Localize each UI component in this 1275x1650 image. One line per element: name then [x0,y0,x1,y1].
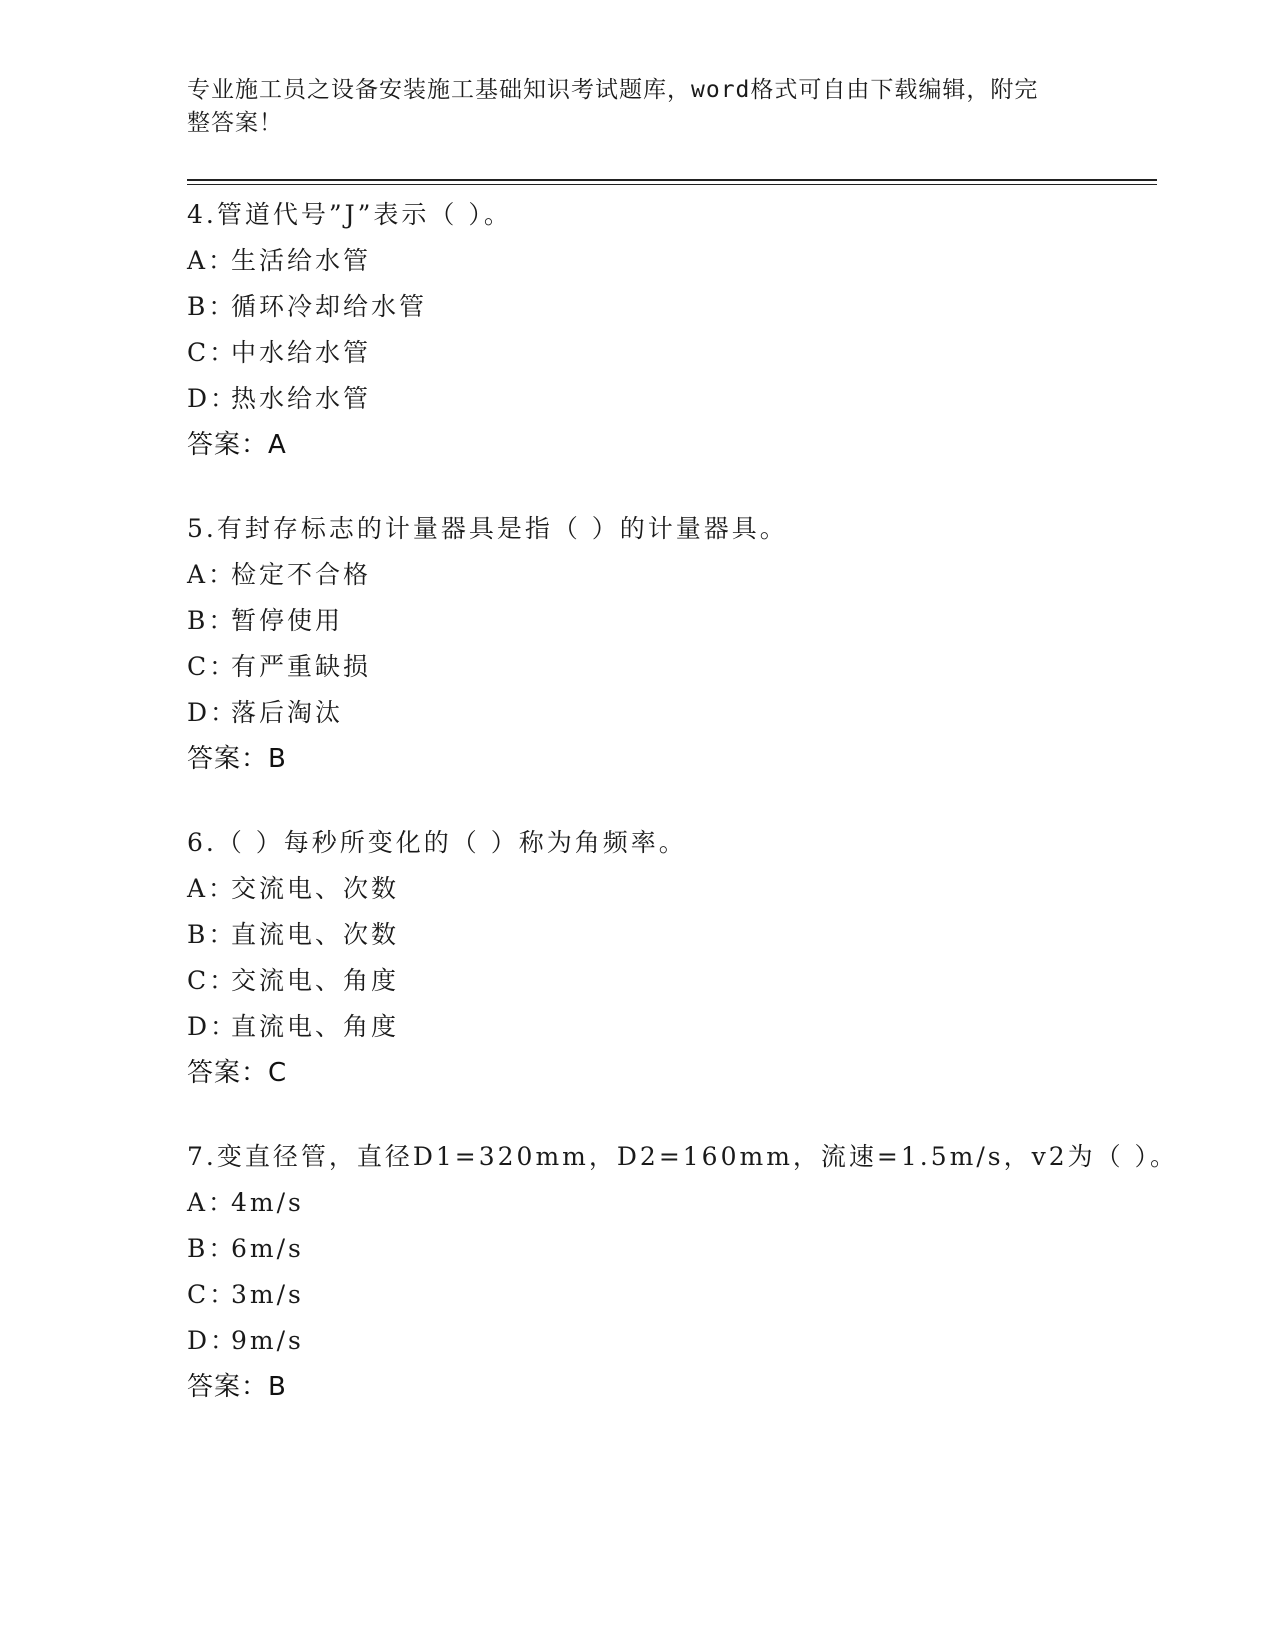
option-d [187,690,1157,736]
question-stem: 7.变直径管，直径D1=320mm，D2=160mm，流速=1.5m/s，v2为（ ）。 [187,1142,1179,1171]
option-text: 生活给水管 [231,246,372,275]
option-d [187,1004,1157,1050]
option-b [187,1226,1157,1272]
option-letter: C： [187,966,238,995]
option-text: 3m/s [231,1280,304,1309]
header-divider [187,179,1157,185]
option-letter: C： [187,652,238,681]
option-letter: A： [187,1188,237,1217]
question-4 [187,192,1157,468]
option-d [187,376,1157,422]
question-stem: 4.管道代号”J”表示（ ）。 [187,200,512,229]
option-text: 9m/s [231,1326,304,1355]
question-6 [187,820,1157,1096]
question-stem: 6.（ ）每秒所变化的（ ）称为角频率。 [187,828,687,857]
option-a [187,866,1157,912]
option-text: 直流电、次数 [231,920,400,949]
option-text: 暂停使用 [231,606,344,635]
question-7 [187,1134,1179,1410]
option-text: 中水给水管 [231,338,372,367]
option-text: 交流电、角度 [231,966,400,995]
option-text: 直流电、角度 [231,1012,400,1041]
option-letter: B： [187,606,237,635]
option-letter: D： [187,698,239,727]
option-c [187,1272,1157,1318]
option-d [187,1318,1157,1364]
option-letter: B： [187,920,237,949]
answer: 答案：B [187,1372,287,1402]
option-c [187,958,1157,1004]
option-b [187,912,1157,958]
option-a [187,238,1157,284]
header-title-line-2: 整答案！ [187,110,283,136]
option-letter: A： [187,560,237,589]
option-text: 4m/s [231,1188,304,1217]
option-a [187,552,1157,598]
option-letter: B： [187,1234,237,1263]
header-title-line-1: 专业施工员之设备安装施工基础知识考试题库，word格式可自由下载编辑，附完 [187,77,1039,103]
answer: 答案：C [187,1058,288,1088]
option-text: 检定不合格 [231,560,372,589]
option-text: 有严重缺损 [231,652,372,681]
option-c [187,330,1157,376]
option-c [187,644,1157,690]
option-text: 6m/s [231,1234,304,1263]
option-letter: D： [187,1326,239,1355]
option-letter: D： [187,384,239,413]
question-5 [187,506,1157,782]
option-b [187,598,1157,644]
option-text: 循环冷却给水管 [231,292,428,321]
option-a [187,1180,1157,1226]
option-letter: D： [187,1012,239,1041]
option-b [187,284,1157,330]
option-text: 交流电、次数 [231,874,400,903]
option-text: 热水给水管 [231,384,372,413]
option-text: 落后淘汰 [231,698,344,727]
option-letter: C： [187,1280,238,1309]
option-letter: C： [187,338,238,367]
answer: 答案：B [187,744,287,774]
question-stem: 5.有封存标志的计量器具是指（ ）的计量器具。 [187,514,788,543]
option-letter: A： [187,246,237,275]
option-letter: B： [187,292,237,321]
document-header [187,74,1067,140]
option-letter: A： [187,874,237,903]
answer: 答案：A [187,430,287,460]
